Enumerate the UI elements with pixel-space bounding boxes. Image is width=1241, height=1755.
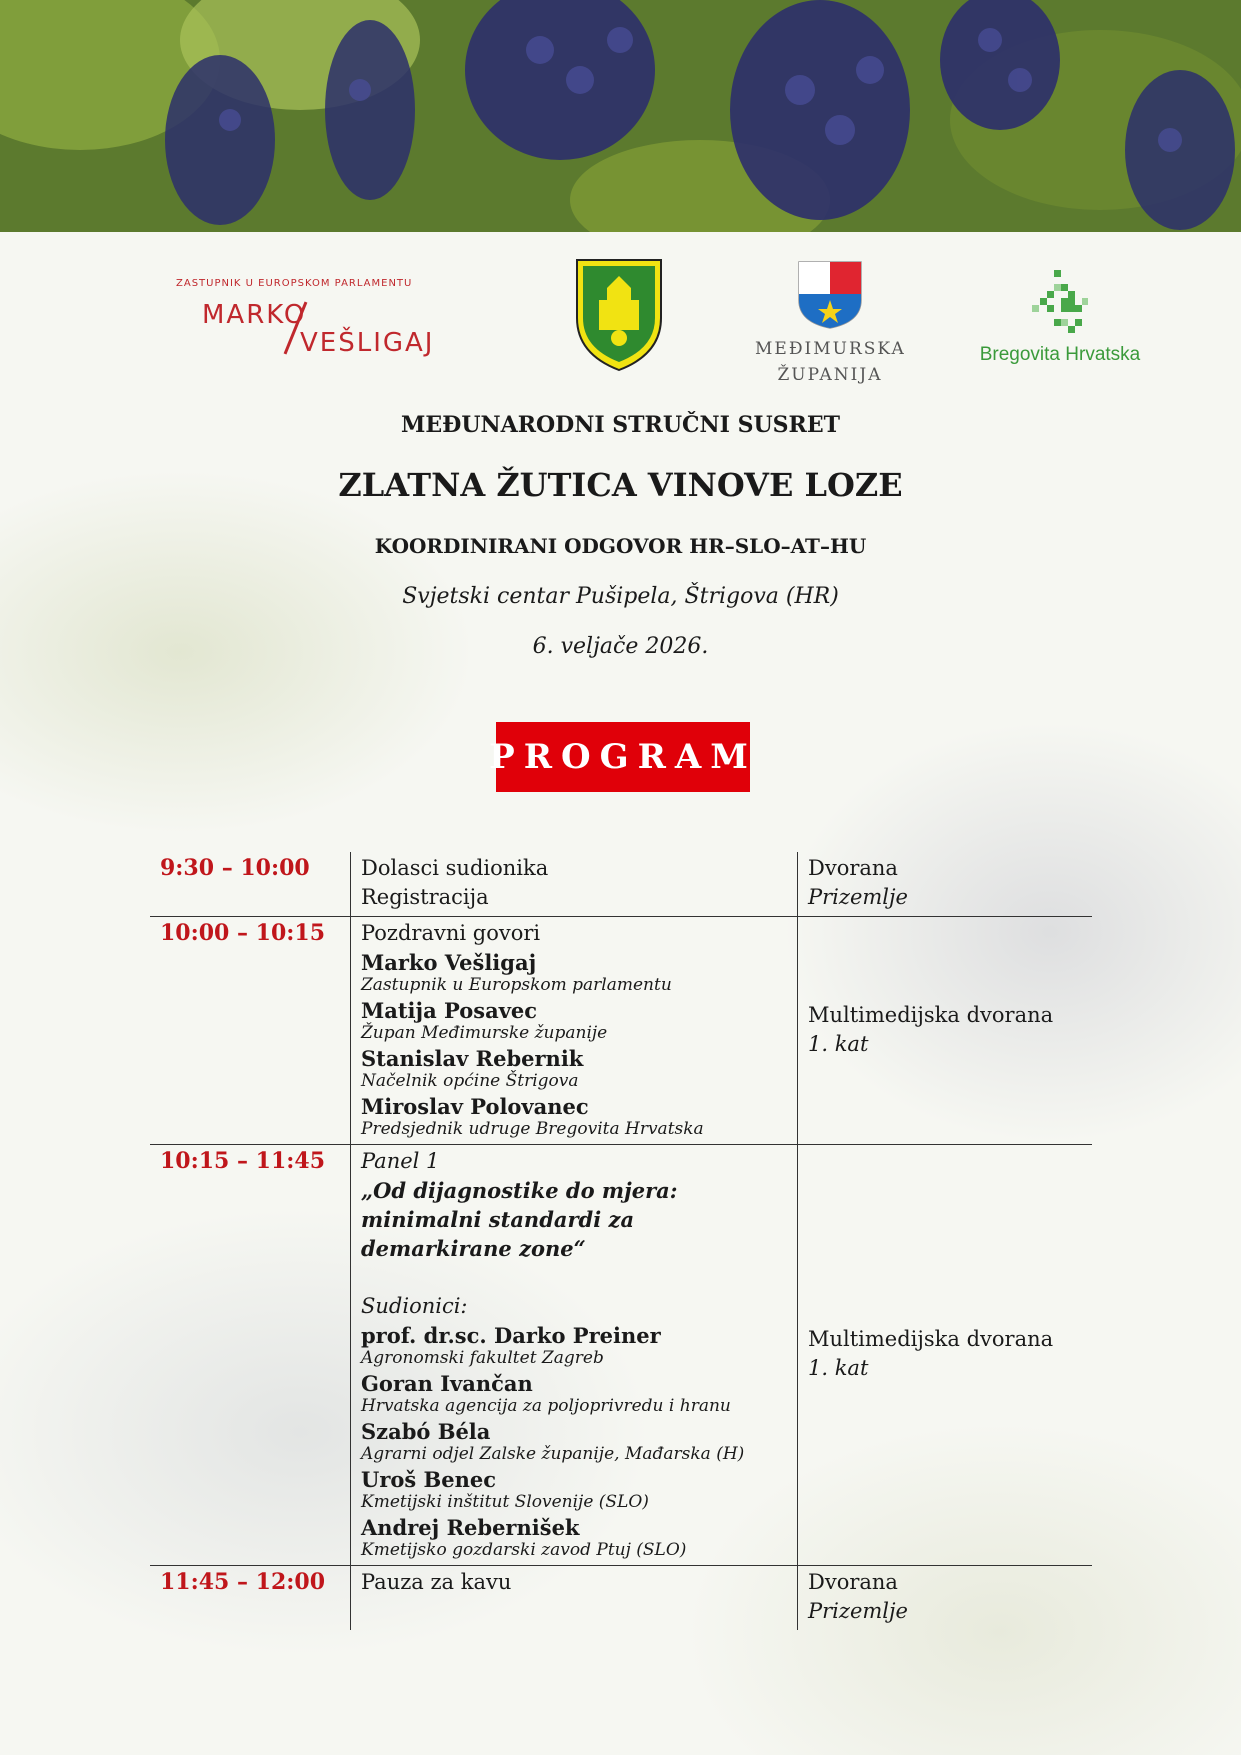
row-time: 9:30 – 10:00 [160,855,310,881]
speaker-name: Marko Vešligaj [361,950,537,975]
speaker-role: Kmetijsko gozdarski zavod Ptuj (SLO) [361,1540,687,1560]
location-hall: Multimedijska dvorana [808,1327,1054,1351]
speaker-name: Uroš Benec [361,1467,497,1492]
medjimurska-zupanija-logo [755,260,905,386]
event-venue: Svjetski centar Pušipela, Štrigova (HR) [402,584,839,609]
medjimurje-shield-icon [797,260,863,330]
speaker-role: Predsjednik udruge Bregovita Hrvatska [361,1119,704,1139]
schedule-row [150,852,1092,917]
speaker-role: Zastupnik u Europskom parlamentu [361,975,672,995]
row-desc-line: Dolasci sudionika [361,856,549,880]
speaker-name: Stanislav Rebernik [361,1046,584,1071]
mv-logo-tagline: ZASTUPNIK U EUROPSKOM PARLAMENTU [176,278,413,289]
row-location [797,1566,1092,1630]
marko-vesligaj-logo [176,278,436,358]
mv-logo-last-name: VEŠLIGAJ [300,328,435,358]
location-floor: Prizemlje [808,885,908,909]
speaker-role: Načelnik općine Štrigova [361,1071,579,1091]
location-hall: Dvorana [808,856,898,880]
speaker-name: Miroslav Polovanec [361,1094,589,1119]
speaker-role: Agrarni odjel Zalske županije, Mađarska (H) [361,1444,745,1464]
participants-label: Sudionici: [361,1294,468,1318]
bregovita-hrvatska-logo [960,270,1160,366]
speaker-role: Agronomski fakultet Zagreb [361,1348,604,1368]
row-time: 11:45 – 12:00 [160,1569,326,1595]
row-location [797,852,1092,916]
speaker-name: Szabó Béla [361,1419,491,1444]
row-description [350,852,797,916]
row-desc-line: Registracija [361,885,489,909]
row-intro: Pozdravni govori [361,921,541,945]
speaker-name: Goran Ivančan [361,1371,533,1396]
row-time: 10:00 – 10:15 [160,920,326,946]
row-time: 10:15 – 11:45 [160,1148,326,1174]
speaker-name: Matija Posavec [361,998,538,1023]
location-floor: 1. kat [808,1356,869,1380]
event-subtitle: KOORDINIRANI ODGOVOR HR–SLO–AT–HU [374,534,867,558]
schedule-row [150,917,1092,1145]
event-date: 6. veljače 2026. [532,634,709,659]
row-location [797,917,1092,1144]
row-intro: Panel 1 [361,1149,440,1173]
panel-topic-line: „Od dijagnostike do mjera: [361,1178,678,1203]
schedule-row [150,1566,1092,1630]
location-hall: Multimedijska dvorana [808,1002,1054,1027]
speaker-name: Andrej Rebernišek [361,1515,580,1540]
spacer [361,1263,797,1292]
speaker-role: Hrvatska agencija za poljoprivredu i hranu [361,1396,731,1416]
bregovita-text: Bregovita Hrvatska [979,344,1141,365]
location-floor: 1. kat [808,1031,869,1056]
header-banner-image [0,0,1241,232]
event-kicker: MEĐUNARODNI STRUČNI SUSRET [401,412,840,438]
row-description [350,1566,797,1630]
row-description [350,917,797,1144]
speaker-role: Župan Međimurske županije [361,1023,608,1043]
row-desc-line: Pauza za kavu [361,1570,512,1594]
schedule-table [150,852,1092,1630]
program-heading: PROGRAM [496,722,750,792]
speaker-role: Kmetijski inštitut Slovenije (SLO) [361,1492,649,1512]
panel-topic-line: minimalni standardi za [361,1207,635,1232]
speaker-name: prof. dr.sc. Darko Preiner [361,1323,661,1348]
medj-line2: ŽUPANIJA [777,365,883,385]
row-description [350,1145,797,1565]
mv-logo-first-name: MARKO [202,300,307,330]
location-hall: Dvorana [808,1570,898,1594]
bregovita-pixel-icon [1032,270,1088,336]
medj-line1: MEĐIMURSKA [755,339,906,359]
schedule-row [150,1145,1092,1566]
panel-topic-line: demarkirane zone“ [361,1236,586,1261]
row-location [797,1145,1092,1565]
event-title: ZLATNA ŽUTICA VINOVE LOZE [338,466,903,504]
strigova-coat-of-arms-icon [575,258,663,376]
location-floor: Prizemlje [808,1599,908,1623]
